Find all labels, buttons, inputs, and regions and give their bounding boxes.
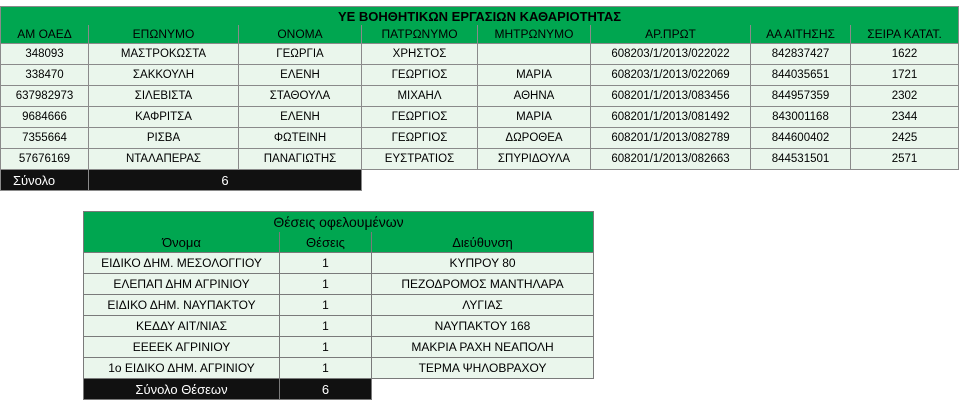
cell-org-name: ΕΙΔΙΚΟ ΔΗΜ. ΝΑΥΠΑΚΤΟΥ	[84, 295, 280, 316]
cell-am-oaed: 9684666	[1, 107, 89, 128]
col-header-org-name: Όνομα	[84, 232, 280, 253]
cell-name: ΓΕΩΡΓΙΑ	[239, 44, 362, 65]
cell-protocol: 608201/1/2013/082789	[591, 128, 751, 149]
cell-rank: 1622	[851, 44, 959, 65]
cell-application-no: 844531501	[751, 149, 851, 170]
cell-father-name: ΕΥΣΤΡΑΤΙΟΣ	[362, 149, 478, 170]
positions-row	[84, 295, 594, 316]
cell-name: ΠΑΝΑΓΙΩΤΗΣ	[239, 149, 362, 170]
cell-protocol: 608203/1/2013/022022	[591, 44, 751, 65]
cell-org-name: ΕΕΕΕΚ ΑΓΡΙΝΙΟΥ	[84, 337, 280, 358]
table-row	[1, 86, 959, 107]
cell-mother-name: ΜΑΡΙΑ	[478, 65, 591, 86]
cell-protocol: 608201/1/2013/081492	[591, 107, 751, 128]
header-row	[1, 25, 959, 44]
cell-father-name: ΓΕΩΡΓΙΟΣ	[362, 65, 478, 86]
col-header-name: ΟΝΟΜΑ	[239, 25, 362, 44]
cell-protocol: 608203/1/2013/022069	[591, 65, 751, 86]
cell-address: ΝΑΥΠΑΚΤΟΥ 168	[372, 316, 594, 337]
cell-org-name: ΕΛΕΠΑΠ ΔΗΜ ΑΓΡΙΝΙΟΥ	[84, 274, 280, 295]
cell-name: ΕΛΕΝΗ	[239, 107, 362, 128]
applicants-table	[0, 6, 959, 191]
cell-surname: ΚΑΦΡΙΤΣΑ	[89, 107, 239, 128]
table-title: ΥΕ ΒΟΗΘΗΤΙΚΩΝ ΕΡΓΑΣΙΩΝ ΚΑΘΑΡΙΟΤΗΤΑΣ	[1, 7, 959, 26]
positions-total-value: 6	[280, 379, 372, 400]
positions-table	[83, 211, 594, 400]
cell-org-name: 1ο ΕΙΔΙΚΟ ΔΗΜ. ΑΓΡΙΝΙΟΥ	[84, 358, 280, 379]
cell-father-name: ΜΙΧΑΗΛ	[362, 86, 478, 107]
cell-am-oaed: 57676169	[1, 149, 89, 170]
col-header-address: Διεύθυνση	[372, 232, 594, 253]
cell-address: ΠΕΖΟΔΡΟΜΟΣ ΜΑΝΤΗΛΑΡΑ	[372, 274, 594, 295]
cell-father-name: ΧΡΗΣΤΟΣ	[362, 44, 478, 65]
col-header-father-name: ΠΑΤΡΩΝΥΜΟ	[362, 25, 478, 44]
positions-title: Θέσεις οφελουμένων	[84, 212, 594, 233]
positions-total-label: Σύνολο Θέσεων	[84, 379, 280, 400]
cell-application-no: 844600402	[751, 128, 851, 149]
total-label: Σύνολο	[1, 170, 89, 191]
cell-positions: 1	[280, 337, 372, 358]
cell-surname: ΡΙΣΒΑ	[89, 128, 239, 149]
cell-application-no: 844957359	[751, 86, 851, 107]
cell-father-name: ΓΕΩΡΓΙΟΣ	[362, 128, 478, 149]
positions-header-row	[84, 232, 594, 253]
cell-mother-name	[478, 44, 591, 65]
cell-am-oaed: 338470	[1, 65, 89, 86]
cell-father-name: ΓΕΩΡΓΙΟΣ	[362, 107, 478, 128]
cell-am-oaed: 348093	[1, 44, 89, 65]
cell-positions: 1	[280, 358, 372, 379]
col-header-surname: ΕΠΩΝΥΜΟ	[89, 25, 239, 44]
positions-title-row	[84, 212, 594, 233]
cell-positions: 1	[280, 253, 372, 274]
col-header-am-oaed: ΑΜ ΟΑΕΔ	[1, 25, 89, 44]
positions-row	[84, 274, 594, 295]
table-row	[1, 149, 959, 170]
cell-org-name: ΚΕΔΔΥ ΑΙΤ/ΝΙΑΣ	[84, 316, 280, 337]
cell-address: ΜΑΚΡΙΑ ΡΑΧΗ ΝΕΑΠΟΛΗ	[372, 337, 594, 358]
table-row	[1, 128, 959, 149]
cell-rank: 2571	[851, 149, 959, 170]
col-header-positions: Θέσεις	[280, 232, 372, 253]
cell-rank: 2425	[851, 128, 959, 149]
col-header-mother-name: ΜΗΤΡΩΝΥΜΟ	[478, 25, 591, 44]
cell-protocol: 608201/1/2013/083456	[591, 86, 751, 107]
cell-application-no: 842837427	[751, 44, 851, 65]
cell-mother-name: ΑΘΗΝΑ	[478, 86, 591, 107]
total-row	[1, 170, 959, 191]
cell-surname: ΣΙΛΕΒΙΣΤΑ	[89, 86, 239, 107]
col-header-rank: ΣΕΙΡΑ ΚΑΤΑΤ.	[851, 25, 959, 44]
cell-mother-name: ΜΑΡΙΑ	[478, 107, 591, 128]
table-row	[1, 44, 959, 65]
cell-rank: 2302	[851, 86, 959, 107]
cell-address: ΚΥΠΡΟΥ 80	[372, 253, 594, 274]
table-row	[1, 65, 959, 86]
cell-name: ΦΩΤΕΙΝΗ	[239, 128, 362, 149]
cell-am-oaed: 7355664	[1, 128, 89, 149]
col-header-application-no: ΑΑ ΑΙΤΗΣΗΣ	[751, 25, 851, 44]
cell-application-no: 843001168	[751, 107, 851, 128]
positions-total-row	[84, 379, 594, 400]
cell-rank: 1721	[851, 65, 959, 86]
positions-row	[84, 337, 594, 358]
cell-mother-name: ΔΩΡΟΘΕΑ	[478, 128, 591, 149]
cell-surname: ΣΑΚΚΟΥΛΗ	[89, 65, 239, 86]
cell-org-name: ΕΙΔΙΚΟ ΔΗΜ. ΜΕΣΟΛΟΓΓΙΟΥ	[84, 253, 280, 274]
cell-name: ΣΤΑΘΟΥΛΑ	[239, 86, 362, 107]
table-row	[1, 107, 959, 128]
cell-am-oaed: 637982973	[1, 86, 89, 107]
cell-name: ΕΛΕΝΗ	[239, 65, 362, 86]
cell-positions: 1	[280, 274, 372, 295]
cell-mother-name: ΣΠΥΡΙΔΟΥΛΑ	[478, 149, 591, 170]
cell-application-no: 844035651	[751, 65, 851, 86]
positions-row	[84, 358, 594, 379]
positions-row	[84, 316, 594, 337]
total-value: 6	[89, 170, 362, 191]
cell-positions: 1	[280, 316, 372, 337]
table-title-row	[1, 7, 959, 26]
col-header-protocol: ΑΡ.ΠΡΩΤ	[591, 25, 751, 44]
positions-row	[84, 253, 594, 274]
cell-surname: ΝΤΑΛΑΠΕΡΑΣ	[89, 149, 239, 170]
cell-positions: 1	[280, 295, 372, 316]
cell-address: ΛΥΓΙΑΣ	[372, 295, 594, 316]
cell-rank: 2344	[851, 107, 959, 128]
cell-address: ΤΕΡΜΑ ΨΗΛΟΒΡΑΧΟΥ	[372, 358, 594, 379]
cell-surname: ΜΑΣΤΡΟΚΩΣΤΑ	[89, 44, 239, 65]
cell-protocol: 608201/1/2013/082663	[591, 149, 751, 170]
